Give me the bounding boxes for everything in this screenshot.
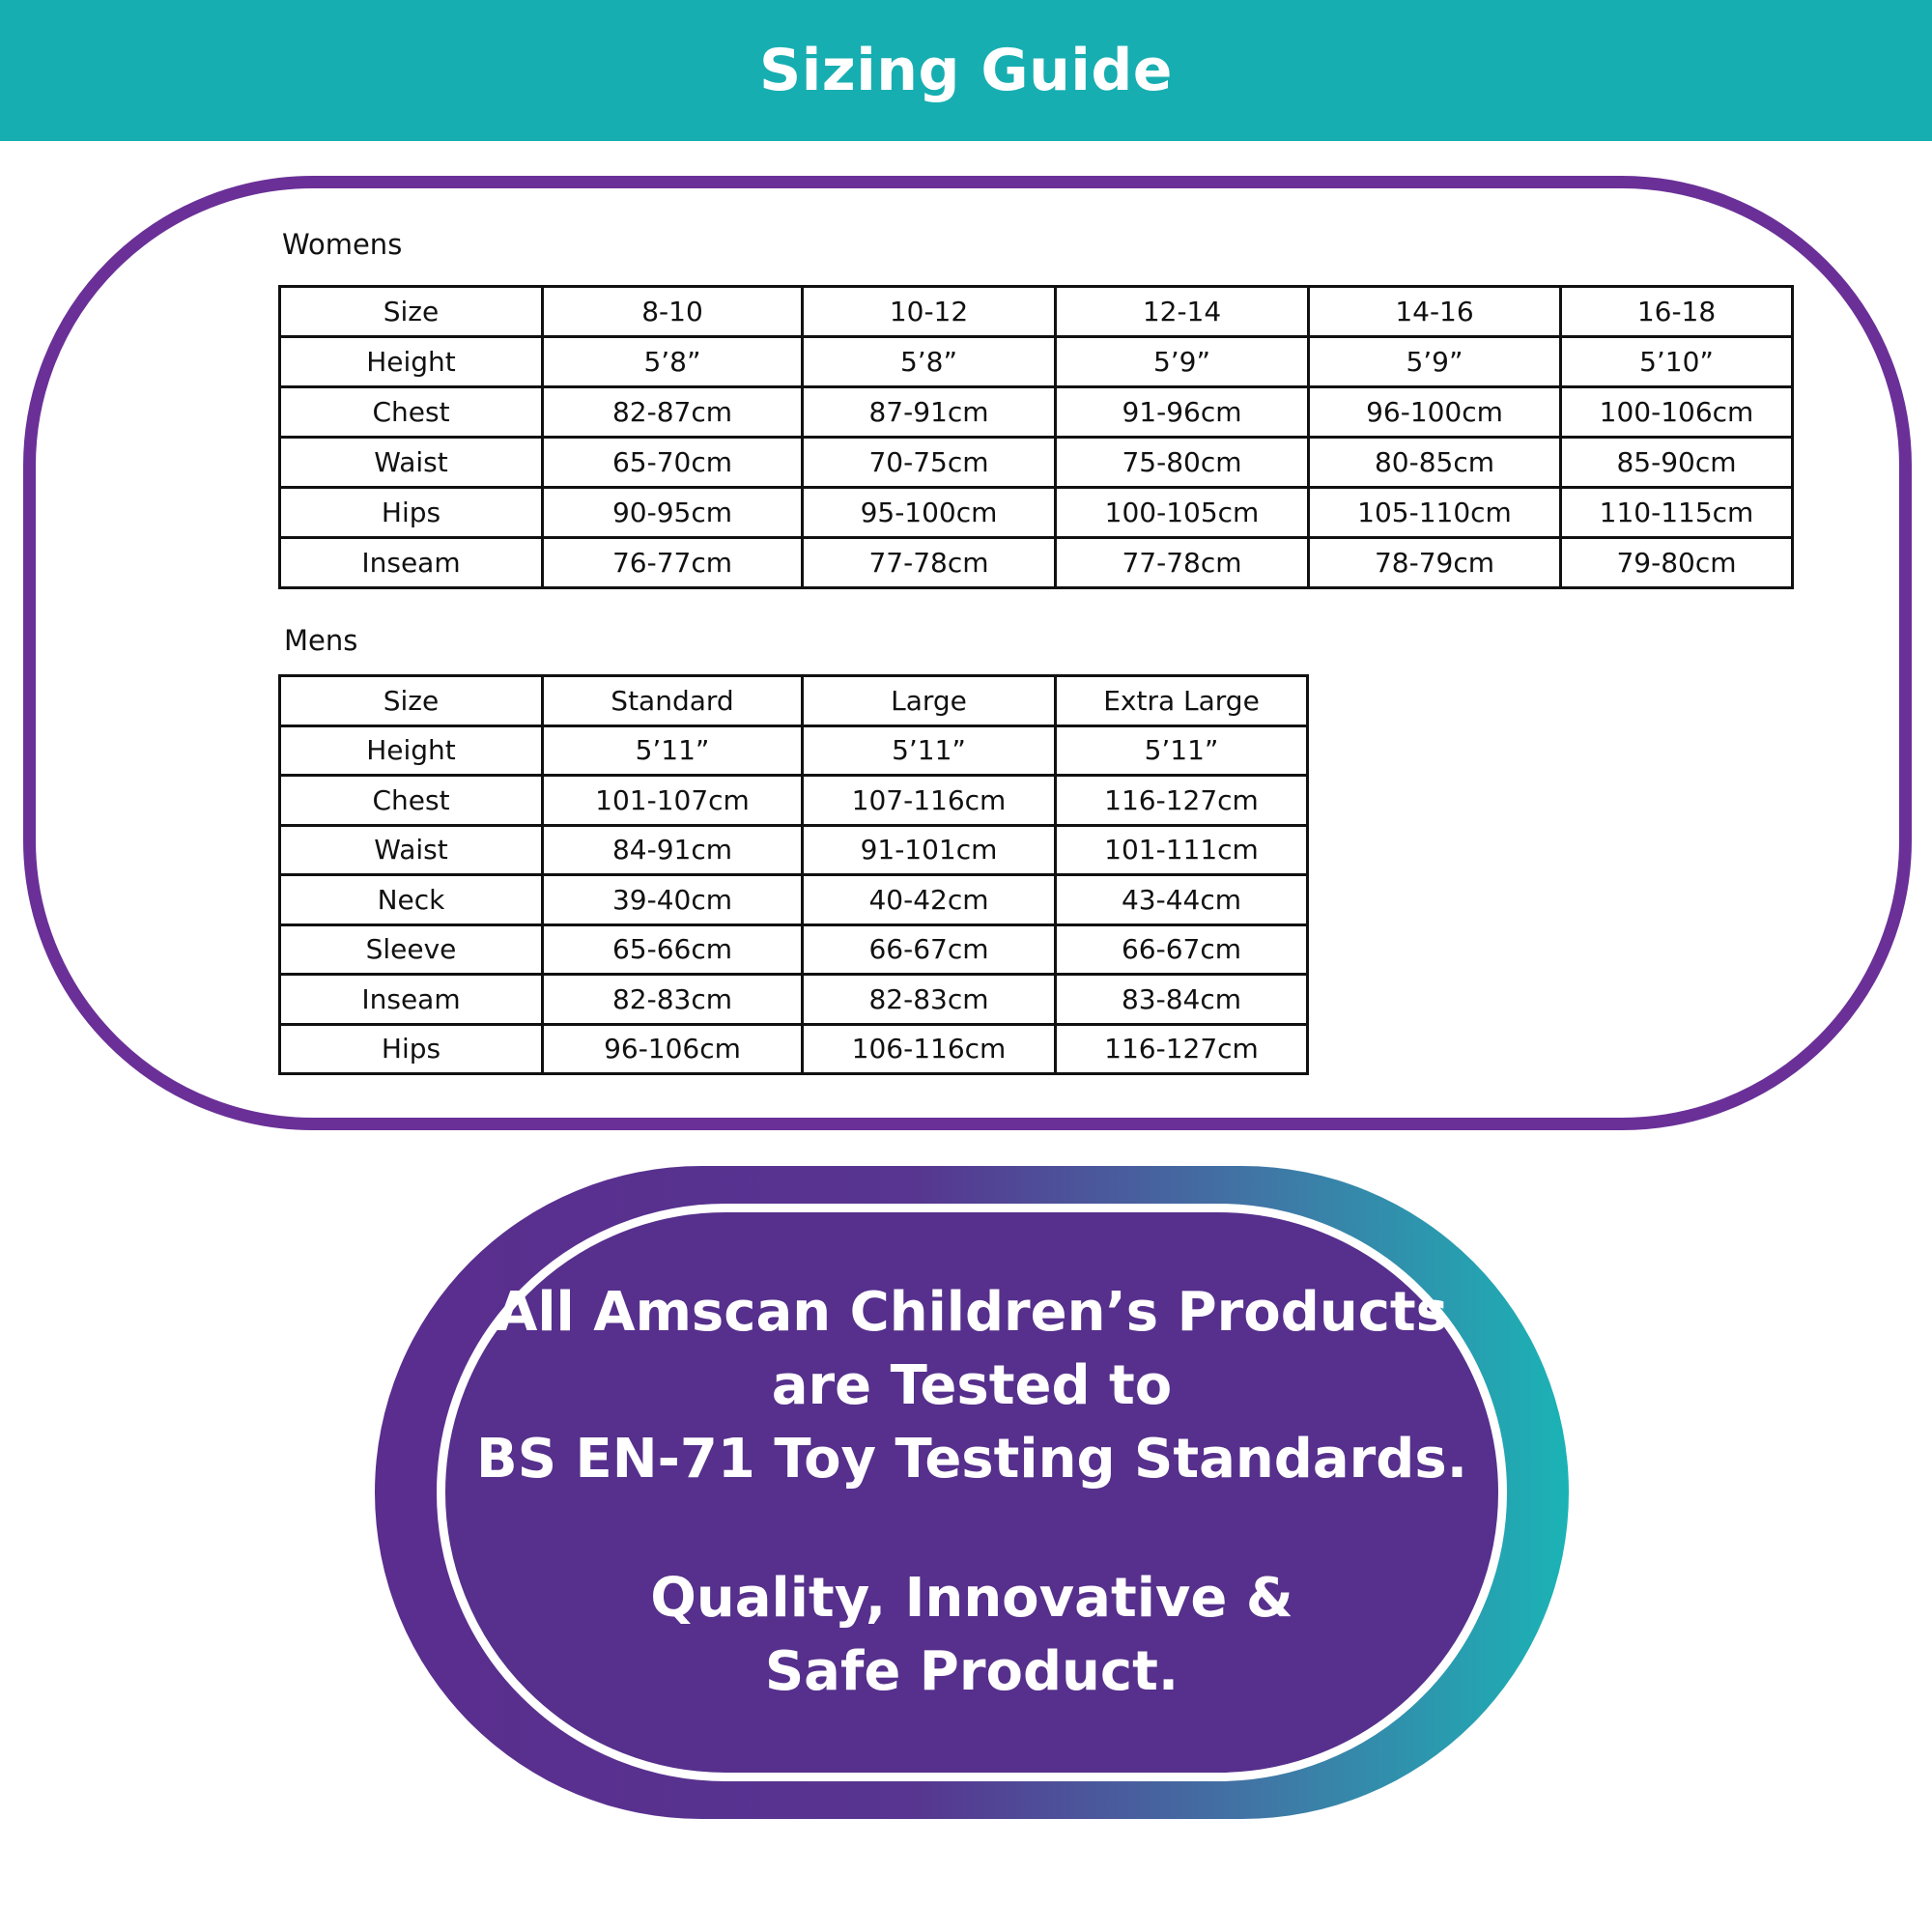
- header-banner: [0, 0, 1932, 141]
- table-row: [280, 538, 1793, 588]
- table-cell: Extra Large: [1056, 676, 1308, 726]
- table-row: [280, 387, 1793, 438]
- table-cell: 5’9”: [1309, 337, 1561, 387]
- table-row: [280, 1024, 1308, 1074]
- row-label: Size: [280, 676, 543, 726]
- mens-size-table: [278, 674, 1309, 1075]
- table-cell: 100-106cm: [1561, 387, 1793, 438]
- row-label: Waist: [280, 825, 543, 875]
- table-row: [280, 924, 1308, 975]
- table-cell: 82-87cm: [543, 387, 803, 438]
- table-cell: 96-106cm: [543, 1024, 803, 1074]
- table-cell: 79-80cm: [1561, 538, 1793, 588]
- table-cell: 83-84cm: [1056, 975, 1308, 1025]
- table-cell: Standard: [543, 676, 803, 726]
- row-label: Chest: [280, 387, 543, 438]
- table-row: [280, 725, 1308, 776]
- table-cell: 66-67cm: [1056, 924, 1308, 975]
- table-cell: 82-83cm: [543, 975, 803, 1025]
- table-cell: 85-90cm: [1561, 438, 1793, 488]
- table-cell: 78-79cm: [1309, 538, 1561, 588]
- table-cell: 10-12: [803, 287, 1056, 337]
- table-cell: 80-85cm: [1309, 438, 1561, 488]
- row-label: Size: [280, 287, 543, 337]
- table-cell: 65-66cm: [543, 924, 803, 975]
- table-cell: 77-78cm: [1056, 538, 1309, 588]
- table-cell: 70-75cm: [803, 438, 1056, 488]
- table-row: [280, 337, 1793, 387]
- womens-size-table: [278, 285, 1794, 589]
- womens-caption: Womens: [282, 228, 403, 261]
- row-label: Hips: [280, 1024, 543, 1074]
- badge-tagline: Quality, Innovative &: [650, 1567, 1293, 1630]
- row-label: Hips: [280, 488, 543, 538]
- table-cell: 39-40cm: [543, 875, 803, 925]
- safety-badge: [437, 1204, 1507, 1781]
- table-cell: 100-105cm: [1056, 488, 1309, 538]
- row-label: Inseam: [280, 538, 543, 588]
- table-cell: 5’11”: [1056, 725, 1308, 776]
- table-cell: 5’9”: [1056, 337, 1309, 387]
- badge-line: are Tested to: [771, 1354, 1173, 1417]
- row-label: Chest: [280, 776, 543, 826]
- mens-caption: Mens: [284, 624, 358, 657]
- table-row: [280, 776, 1308, 826]
- table-cell: 101-107cm: [543, 776, 803, 826]
- table-row: [280, 676, 1308, 726]
- table-row: [280, 438, 1793, 488]
- table-cell: Large: [803, 676, 1056, 726]
- table-cell: 16-18: [1561, 287, 1793, 337]
- table-cell: 95-100cm: [803, 488, 1056, 538]
- table-cell: 66-67cm: [803, 924, 1056, 975]
- table-cell: 5’11”: [803, 725, 1056, 776]
- row-label: Inseam: [280, 975, 543, 1025]
- table-cell: 14-16: [1309, 287, 1561, 337]
- row-label: Height: [280, 337, 543, 387]
- row-label: Neck: [280, 875, 543, 925]
- table-cell: 110-115cm: [1561, 488, 1793, 538]
- table-row: [280, 825, 1308, 875]
- row-label: Sleeve: [280, 924, 543, 975]
- table-cell: 5’8”: [543, 337, 803, 387]
- table-cell: 96-100cm: [1309, 387, 1561, 438]
- table-cell: 106-116cm: [803, 1024, 1056, 1074]
- table-cell: 116-127cm: [1056, 776, 1308, 826]
- table-cell: 116-127cm: [1056, 1024, 1308, 1074]
- table-cell: 5’8”: [803, 337, 1056, 387]
- page-title: Sizing Guide: [759, 37, 1173, 104]
- table-cell: 12-14: [1056, 287, 1309, 337]
- table-cell: 105-110cm: [1309, 488, 1561, 538]
- badge-tagline: Safe Product.: [764, 1640, 1179, 1703]
- table-cell: 75-80cm: [1056, 438, 1309, 488]
- table-cell: 5’11”: [543, 725, 803, 776]
- table-row: [280, 488, 1793, 538]
- table-cell: 107-116cm: [803, 776, 1056, 826]
- table-cell: 8-10: [543, 287, 803, 337]
- table-cell: 43-44cm: [1056, 875, 1308, 925]
- table-cell: 84-91cm: [543, 825, 803, 875]
- table-cell: 90-95cm: [543, 488, 803, 538]
- row-label: Height: [280, 725, 543, 776]
- table-cell: 65-70cm: [543, 438, 803, 488]
- table-row: [280, 287, 1793, 337]
- table-row: [280, 875, 1308, 925]
- table-cell: 91-96cm: [1056, 387, 1309, 438]
- table-cell: 87-91cm: [803, 387, 1056, 438]
- table-cell: 77-78cm: [803, 538, 1056, 588]
- table-cell: 101-111cm: [1056, 825, 1308, 875]
- table-cell: 82-83cm: [803, 975, 1056, 1025]
- table-cell: 76-77cm: [543, 538, 803, 588]
- row-label: Waist: [280, 438, 543, 488]
- badge-line: BS EN-71 Toy Testing Standards.: [476, 1428, 1467, 1491]
- table-cell: 91-101cm: [803, 825, 1056, 875]
- table-cell: 5’10”: [1561, 337, 1793, 387]
- table-row: [280, 975, 1308, 1025]
- badge-line: All Amscan Children’s Products: [496, 1281, 1448, 1344]
- table-cell: 40-42cm: [803, 875, 1056, 925]
